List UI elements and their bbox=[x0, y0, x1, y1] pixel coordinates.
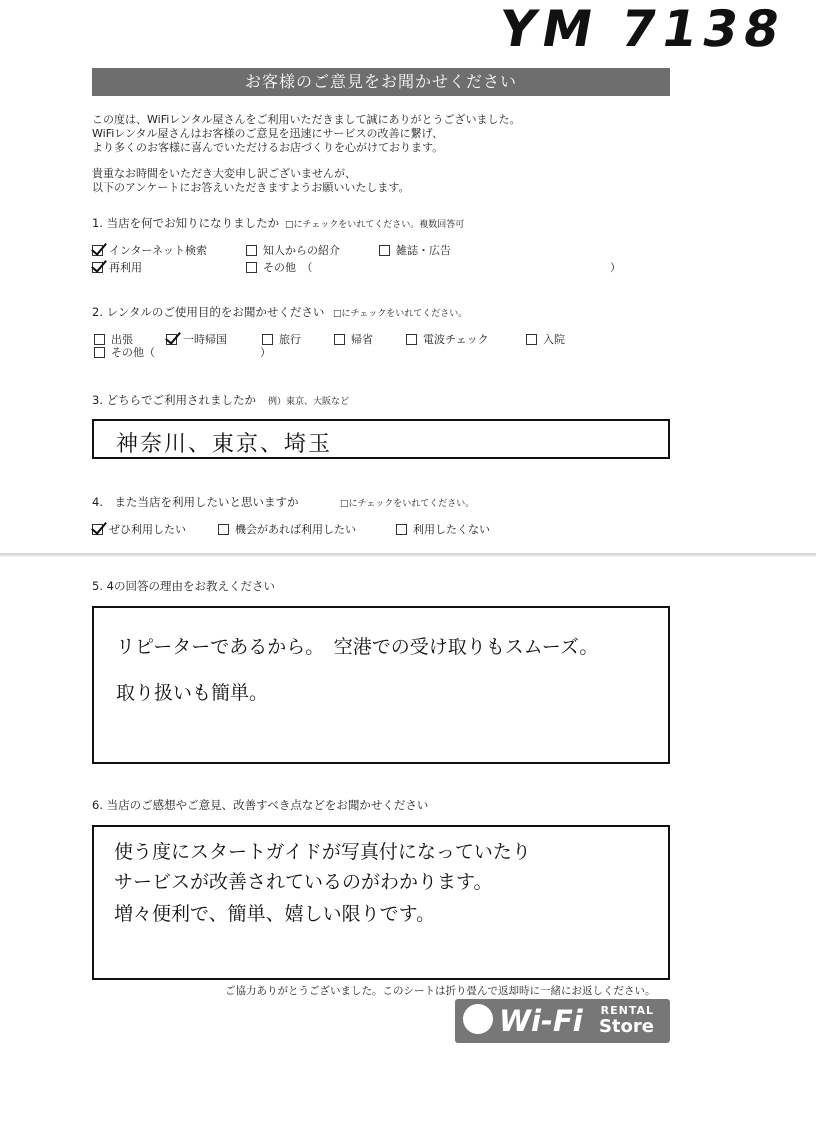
q1-title: 1. 当店を何でお知りになりましたか bbox=[92, 216, 280, 230]
q5-title: 5. 4の回答の理由をお教えください bbox=[92, 579, 275, 593]
intro-line: 貴重なお時間をいただき大変申し訳ございませんが、 bbox=[92, 167, 356, 180]
checkbox[interactable] bbox=[246, 262, 257, 273]
q1-option-magazine[interactable] bbox=[379, 242, 451, 258]
intro-line: WiFiレンタル屋さんはお客様のご意見を迅速にサービスの改善に繋げ、 bbox=[92, 127, 444, 140]
q1-option-other[interactable] bbox=[246, 259, 313, 275]
q2-close-paren: ） bbox=[260, 346, 271, 359]
q5-answer-line: 取り扱いも簡単。 bbox=[116, 682, 269, 704]
q3-example: 例）東京、大阪など bbox=[268, 397, 350, 407]
q6-answer-line: サービスが改善されているのがわかります。 bbox=[114, 871, 493, 893]
q3-answer: 神奈川、東京、埼玉 bbox=[116, 432, 333, 457]
q4-option-definitely[interactable] bbox=[92, 521, 186, 537]
q1-close-paren: ） bbox=[610, 261, 621, 274]
q6-answer-line: 使う度にスタートガイドが写真付になっていたり bbox=[114, 841, 531, 863]
footer-note: ご協力ありがとうございました。このシートは折り畳んで返却時に一緒にお返しください。 bbox=[225, 985, 656, 997]
checkbox[interactable] bbox=[92, 524, 103, 535]
checkbox[interactable] bbox=[379, 245, 390, 256]
q6-title: 6. 当店のご感想やご意見、改善すべき点などをお聞かせください bbox=[92, 798, 429, 812]
q6-answer-line: 増々便利で、簡単、嬉しい限りです。 bbox=[114, 903, 436, 925]
form-title: お客様のご意見をお聞かせください bbox=[92, 68, 670, 96]
option-label: 一時帰国 bbox=[183, 333, 227, 346]
fold-line bbox=[0, 553, 816, 557]
checkbox[interactable] bbox=[526, 334, 537, 345]
intro-line: この度は、WiFiレンタル屋さんをご利用いただきまして誠にありがとうございました。 bbox=[92, 113, 521, 126]
wifi-rental-store-logo bbox=[455, 999, 670, 1043]
q1-option-reuse[interactable] bbox=[92, 259, 142, 275]
q2-option-visit-home[interactable] bbox=[334, 331, 373, 347]
q1-note: □にチェックをいれてください。複数回答可 bbox=[285, 220, 465, 230]
intro-line bbox=[92, 155, 682, 167]
serial-number: YM 7138 bbox=[494, 0, 790, 58]
checkbox[interactable] bbox=[218, 524, 229, 535]
option-label: 帰省 bbox=[351, 333, 373, 346]
option-label: 機会があれば利用したい bbox=[235, 523, 356, 536]
intro-text bbox=[92, 113, 682, 195]
option-label: 旅行 bbox=[279, 333, 301, 346]
q1-option-referral[interactable] bbox=[246, 242, 340, 258]
checkbox[interactable] bbox=[246, 245, 257, 256]
checkbox[interactable] bbox=[406, 334, 417, 345]
intro-line: 以下のアンケートにお答えいただきますようお願いいたします。 bbox=[92, 181, 410, 194]
checkbox[interactable] bbox=[166, 334, 177, 345]
logo-wordmark: Wi-Fi bbox=[499, 1004, 583, 1038]
intro-line: より多くのお客様に喜んでいただけるお店づくりを心がけております。 bbox=[92, 141, 444, 154]
q2-option-homecoming[interactable] bbox=[166, 331, 227, 347]
q2-option-hospital[interactable] bbox=[526, 331, 565, 347]
logo-rental-label: RENTAL bbox=[600, 1004, 654, 1017]
checkbox[interactable] bbox=[92, 262, 103, 273]
q4-option-if-chance[interactable] bbox=[218, 521, 356, 537]
option-label: 利用したくない bbox=[413, 523, 490, 536]
option-label: 雑誌・広告 bbox=[396, 244, 451, 257]
option-label: 入院 bbox=[543, 333, 565, 346]
checkbox[interactable] bbox=[92, 245, 103, 256]
option-label: 知人からの紹介 bbox=[263, 244, 340, 257]
q3-answer-box[interactable] bbox=[92, 419, 670, 459]
option-label: インターネット検索 bbox=[109, 244, 208, 257]
q4-option-no[interactable] bbox=[396, 521, 490, 537]
checkbox[interactable] bbox=[396, 524, 407, 535]
option-label: 出張 bbox=[111, 333, 133, 346]
q5-answer-box[interactable] bbox=[92, 606, 670, 764]
option-label: その他（ bbox=[111, 346, 155, 359]
q2-title: 2. レンタルのご使用目的をお聞かせください bbox=[92, 305, 325, 319]
option-label: 電波チェック bbox=[423, 333, 489, 346]
q3-title: 3. どちらでご利用されましたか bbox=[92, 393, 257, 407]
q2-option-other[interactable] bbox=[94, 344, 155, 360]
q2-option-signal-check[interactable] bbox=[406, 331, 489, 347]
logo-store-label: Store bbox=[598, 1016, 654, 1037]
option-label: ぜひ利用したい bbox=[109, 523, 186, 536]
option-label: その他 （ bbox=[263, 261, 313, 274]
option-label: 再利用 bbox=[109, 261, 142, 274]
q4-note: □にチェックをいれてください。 bbox=[340, 499, 475, 509]
q2-note: □にチェックをいれてください。 bbox=[333, 309, 468, 319]
checkbox[interactable] bbox=[334, 334, 345, 345]
mascot-icon bbox=[463, 1004, 493, 1034]
q4-title: 4. また当店を利用したいと思いますか bbox=[92, 495, 299, 509]
checkbox[interactable] bbox=[94, 347, 105, 358]
q5-answer-line: リピーターであるから。 空港での受け取りもスムーズ。 bbox=[116, 636, 599, 658]
q1-option-internet[interactable] bbox=[92, 242, 207, 258]
q6-answer-box[interactable] bbox=[92, 825, 670, 980]
